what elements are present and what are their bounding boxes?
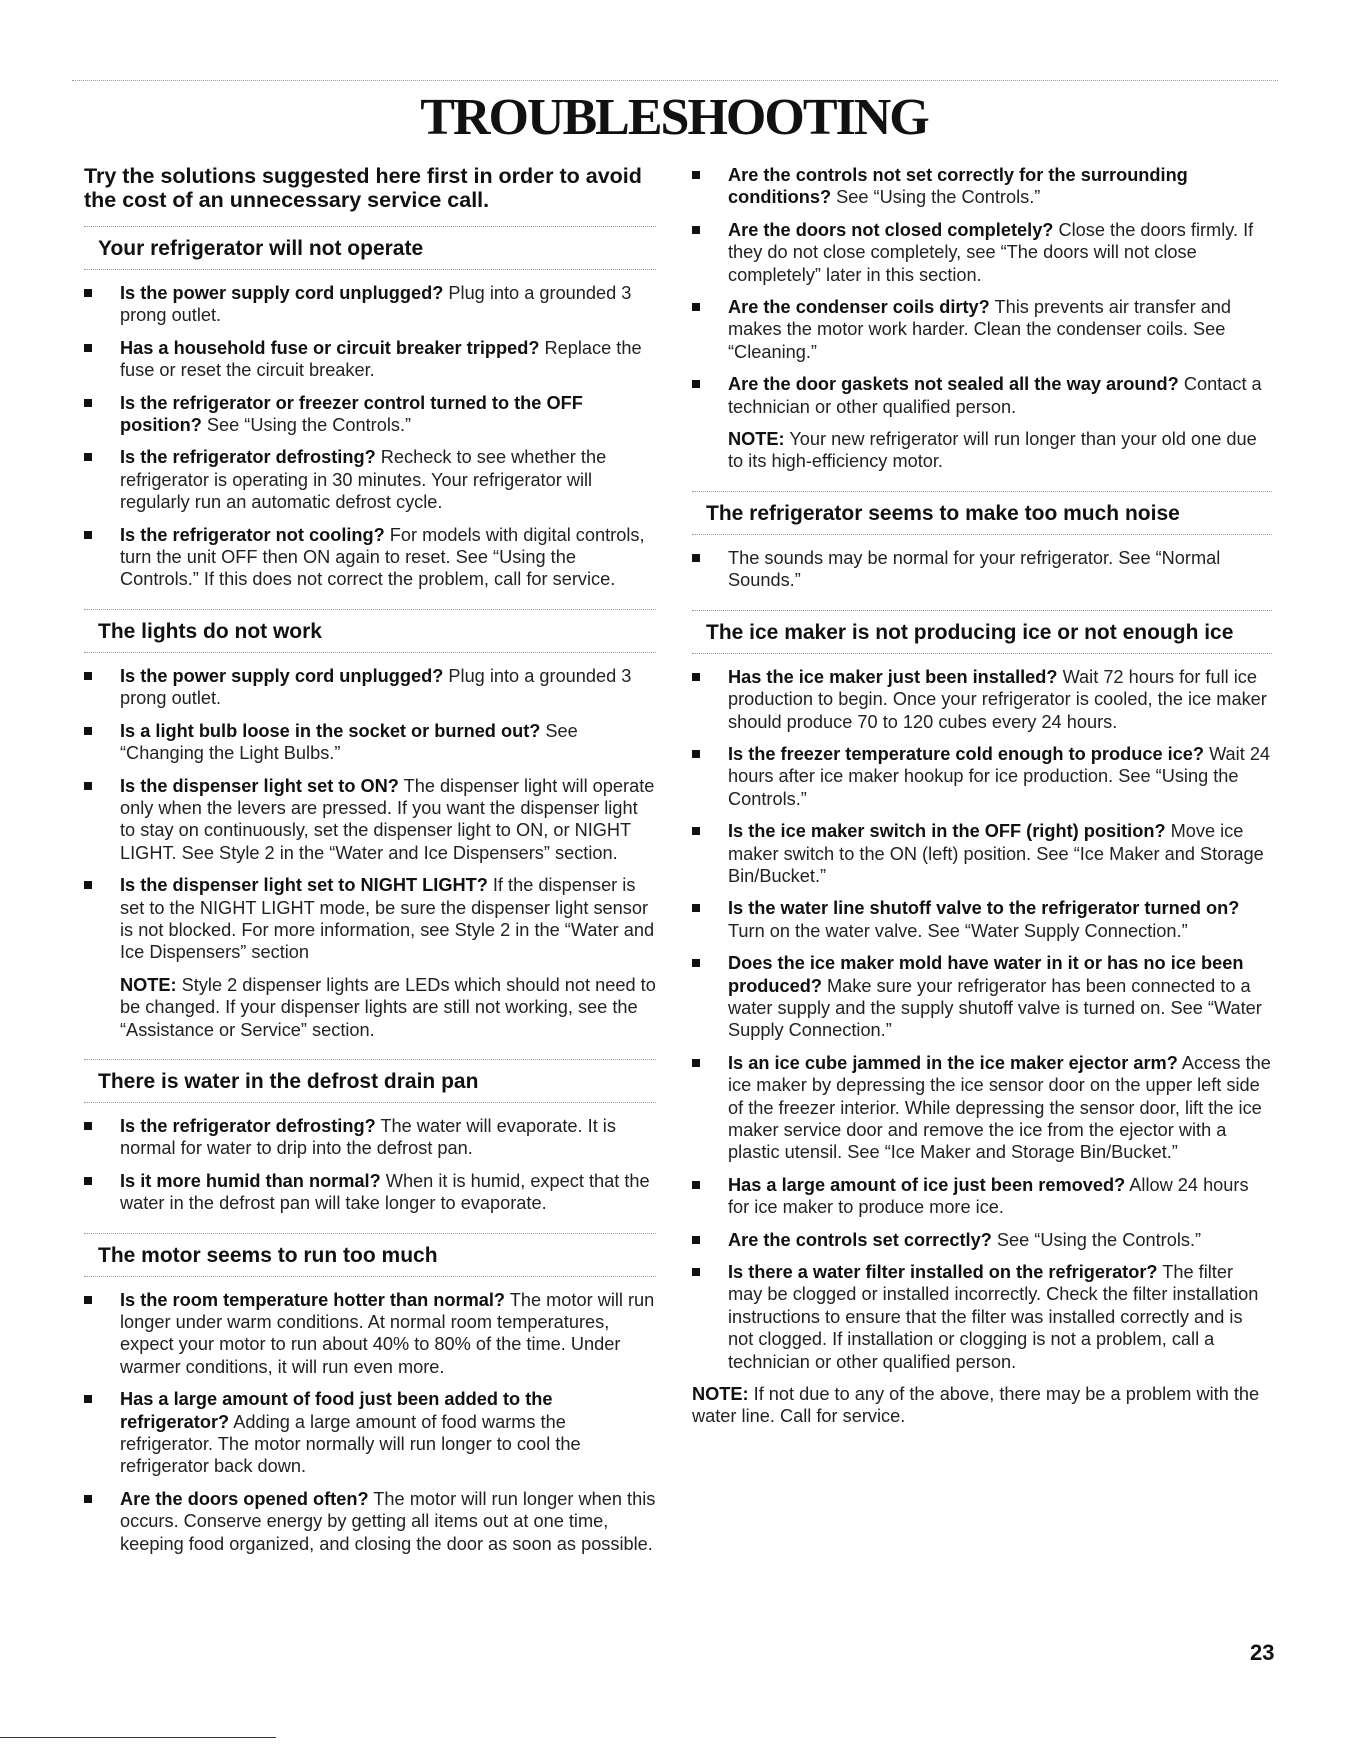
note — [84, 974, 656, 1041]
section-motor-continued — [692, 164, 1272, 473]
question: Is it more humid than normal? — [120, 1170, 381, 1191]
list-item — [692, 296, 1272, 363]
bullet-icon — [84, 782, 92, 790]
list-item — [692, 743, 1272, 810]
answer: When it is humid, expect that the water in the defrost pan will take longer to evaporate. — [120, 1170, 650, 1214]
list-item — [84, 392, 656, 437]
intro-text: Try the solutions suggested here first in order to avoid the cost of an unnecessary service call. — [84, 164, 642, 212]
bullet-icon — [84, 531, 92, 539]
left-column — [84, 164, 656, 1573]
answer: Plug into a grounded 3 prong outlet. — [120, 283, 632, 326]
bottom-rule — [0, 1737, 276, 1738]
item-list — [84, 282, 656, 591]
list-item — [84, 1289, 656, 1379]
bullet-icon — [692, 554, 700, 562]
list-item — [84, 337, 656, 382]
question: Does the ice maker mold have water in it or has no ice been produced? — [728, 953, 1244, 996]
section-heading: The lights do not work — [84, 609, 656, 653]
list-item — [692, 897, 1272, 942]
answer: Make sure your refrigerator has been connected to a water supply and the supply shutoff valve is turned on. See “Water Supply Connection.” — [728, 975, 1262, 1041]
bullet-icon — [84, 1177, 92, 1185]
section-will-not-operate — [84, 226, 656, 591]
question: Is the refrigerator defrosting? — [120, 447, 376, 468]
question: Has a large amount of ice just been removed? — [728, 1174, 1126, 1195]
list-item — [692, 1052, 1272, 1164]
item-list — [84, 1289, 656, 1555]
question: Is a light bulb loose in the socket or burned out? — [120, 720, 541, 741]
bullet-icon — [84, 1495, 92, 1503]
list-item — [84, 1170, 656, 1215]
question: Has a household fuse or circuit breaker tripped? — [120, 337, 540, 358]
note-text: If not due to any of the above, there may be a problem with the water line. Call for service. — [692, 1384, 1260, 1427]
answer: The motor will run longer under warm conditions. At normal room temperatures, expect your motor to run about 40% to 80% of the time. Under warmer conditions, it will run even more. — [120, 1289, 655, 1377]
list-item — [84, 524, 656, 591]
question: Is the refrigerator not cooling? — [120, 524, 385, 545]
question: Are the doors not closed completely? — [728, 219, 1054, 240]
question: Is the power supply cord unplugged? — [120, 283, 444, 303]
note-text: Style 2 dispenser lights are LEDs which should not need to be changed. If your dispenser lights are still not working, see the “Assistance or Service” section. — [120, 974, 656, 1040]
section-water-in-drain-pan — [84, 1059, 656, 1215]
answer: Contact a technician or other qualified person. — [728, 374, 1262, 417]
answer: Wait 72 hours for full ice production to begin. Once your refrigerator is cooled, the ice maker should produce 70 to 120 cubes every 24 hours. — [728, 666, 1267, 732]
answer: See “Using the Controls.” — [831, 187, 1041, 208]
list-item — [692, 1174, 1272, 1219]
answer: Replace the fuse or reset the circuit breaker. — [120, 337, 642, 381]
bullet-icon — [84, 453, 92, 461]
answer: Allow 24 hours for ice maker to produce more ice. — [728, 1174, 1249, 1218]
answer: Close the doors firmly. If they do not close completely, see “The doors will not close completely” later in this section. — [728, 219, 1254, 285]
question: Has the ice maker just been installed? — [728, 666, 1058, 687]
bullet-icon — [692, 226, 700, 234]
bullet-icon — [692, 1268, 700, 1276]
question: Are the condenser coils dirty? — [728, 297, 990, 318]
bullet-icon — [692, 171, 700, 179]
bullet-icon — [84, 289, 92, 297]
answer: Plug into a grounded 3 prong outlet. — [120, 665, 632, 709]
question: Is the dispenser light set to ON? — [120, 775, 399, 796]
bullet-icon — [692, 750, 700, 758]
question: Is the ice maker switch in the OFF (right) position? — [728, 821, 1166, 842]
answer: The filter may be clogged or installed incorrectly. Check the filter installation instructions to ensure that the filter was installed correctly and is not clogged. If installation or clogging is not a problem, call a technician or other qualified person. — [728, 1262, 1259, 1372]
list-item — [692, 1261, 1272, 1373]
section-motor-runs-too-much — [84, 1233, 656, 1555]
question: Is the refrigerator defrosting? — [120, 1115, 376, 1136]
page-title: TROUBLESHOOTING — [420, 89, 928, 146]
note — [692, 428, 1272, 473]
question: Is an ice cube jammed in the ice maker ejector arm? — [728, 1052, 1178, 1073]
section-ice-maker — [692, 610, 1272, 1428]
bullet-icon — [692, 959, 700, 967]
item-list — [84, 665, 656, 964]
section-heading: Your refrigerator will not operate — [84, 226, 656, 270]
bullet-icon — [84, 1122, 92, 1130]
answer: See “Using the Controls.” — [201, 415, 412, 436]
answer: The sounds may be normal for your refrigerator. See “Normal Sounds.” — [728, 547, 1221, 591]
answer: See “Using the Controls.” — [991, 1229, 1202, 1250]
bullet-icon — [692, 1236, 700, 1244]
list-item — [84, 1115, 656, 1160]
question: Is the refrigerator or freezer control turned to the OFF position? — [120, 392, 583, 436]
list-item — [692, 1229, 1272, 1251]
item-list — [692, 164, 1272, 418]
page-number: 23 — [1250, 1640, 1275, 1665]
section-too-much-noise — [692, 491, 1272, 592]
top-dotted-rule — [72, 80, 1278, 81]
list-item — [692, 952, 1272, 1042]
list-item — [692, 820, 1272, 887]
bullet-icon — [692, 1181, 700, 1189]
bullet-icon — [84, 672, 92, 680]
section-heading: There is water in the defrost drain pan — [84, 1059, 656, 1103]
bullet-icon — [84, 881, 92, 889]
item-list — [692, 666, 1272, 1373]
section-heading: The motor seems to run too much — [84, 1233, 656, 1277]
answer: Adding a large amount of food warms the refrigerator. The motor normally will run longer to cool the refrigerator back down. — [120, 1411, 581, 1477]
list-item — [84, 446, 656, 513]
bullet-icon — [84, 1395, 92, 1403]
answer: For models with digital controls, turn the unit OFF then ON again to reset. See “Using the Controls.” If this does not correct the problem, call for service. — [120, 524, 645, 590]
list-item — [692, 164, 1272, 209]
list-item — [84, 665, 656, 710]
question: Has a large amount of food just been added to the refrigerator? — [120, 1389, 553, 1432]
answer: The water will evaporate. It is normal for water to drip into the defrost pan. — [120, 1115, 616, 1159]
question: Are the doors opened often? — [120, 1488, 369, 1509]
right-column — [692, 164, 1272, 1446]
note-label: NOTE: — [692, 1384, 749, 1405]
list-item — [84, 874, 656, 964]
answer: This prevents air transfer and makes the motor work harder. Clean the condenser coils. See “Cleaning.” — [728, 297, 1232, 362]
bullet-icon — [692, 827, 700, 835]
note — [692, 1383, 1272, 1428]
question: Is the room temperature hotter than normal? — [120, 1289, 506, 1310]
bullet-icon — [84, 399, 92, 407]
question: Is the water line shutoff valve to the refrigerator turned on? — [728, 898, 1240, 919]
question: Are the door gaskets not sealed all the way around? — [728, 374, 1179, 395]
answer: The dispenser light will operate only when the levers are pressed. If you want the dispenser light to stay on continuously, set the dispenser light to ON, or NIGHT LIGHT. See Style 2 in the “Water and Ice Dispensers” section. — [120, 775, 655, 863]
section-lights-do-not-work — [84, 609, 656, 1041]
item-list — [84, 1115, 656, 1215]
bullet-icon — [692, 904, 700, 912]
list-item — [692, 219, 1272, 286]
note-text: Your new refrigerator will run longer than your old one due to its high-efficiency motor. — [728, 429, 1257, 472]
bullet-icon — [692, 673, 700, 681]
item-list — [692, 547, 1272, 592]
list-item — [84, 1488, 656, 1555]
bullet-icon — [692, 380, 700, 388]
question: Is there a water filter installed on the refrigerator? — [728, 1262, 1158, 1283]
list-item — [84, 720, 656, 765]
answer: Move ice maker switch to the ON (left) position. See “Ice Maker and Storage Bin/Bucket.” — [728, 821, 1264, 886]
answer: Wait 24 hours after ice maker hookup for ice production. See “Using the Controls.” — [728, 743, 1271, 809]
bullet-icon — [692, 1059, 700, 1067]
list-item — [84, 1388, 656, 1478]
answer: Access the ice maker by depressing the ice sensor door on the upper left side of the freezer interior. While depressing the sensor door, lift the ice maker service door and remove the ice from the ejector with a plastic utensil. See “Ice Maker and Storage Bin/Bucket.” — [728, 1052, 1271, 1163]
list-item — [692, 373, 1272, 418]
list-item — [692, 547, 1272, 592]
bullet-icon — [84, 1296, 92, 1304]
answer: Recheck to see whether the refrigerator is operating in 30 minutes. Your refrigerator will regularly run an automatic defrost cycle. — [120, 447, 607, 513]
answer: Turn on the water valve. See “Water Supply Connection.” — [728, 920, 1188, 941]
question: Are the controls set correctly? — [728, 1229, 992, 1250]
answer: If the dispenser is set to the NIGHT LIGHT mode, be sure the dispenser light sensor is not blocked. For more information, see Style 2 in the “Water and Ice Dispensers” section — [120, 875, 655, 963]
answer: See “Changing the Light Bulbs.” — [120, 720, 578, 764]
question: Are the controls not set correctly for the surrounding conditions? — [728, 165, 1188, 208]
list-item — [84, 282, 656, 327]
section-heading: The ice maker is not producing ice or not enough ice — [692, 610, 1272, 654]
bullet-icon — [84, 727, 92, 735]
list-item — [84, 775, 656, 865]
list-item — [692, 666, 1272, 733]
bullet-icon — [692, 303, 700, 311]
note-label: NOTE: — [728, 429, 785, 450]
note-label: NOTE: — [120, 974, 177, 995]
question: Is the power supply cord unplugged? — [120, 665, 444, 686]
question: Is the freezer temperature cold enough to produce ice? — [728, 743, 1205, 764]
question: Is the dispenser light set to NIGHT LIGHT? — [120, 875, 488, 896]
bullet-icon — [84, 344, 92, 352]
section-heading: The refrigerator seems to make too much noise — [692, 491, 1272, 535]
answer: The motor will run longer when this occurs. Conserve energy by getting all items out at one time, keeping food organized, and closing the door as soon as possible. — [120, 1488, 656, 1554]
